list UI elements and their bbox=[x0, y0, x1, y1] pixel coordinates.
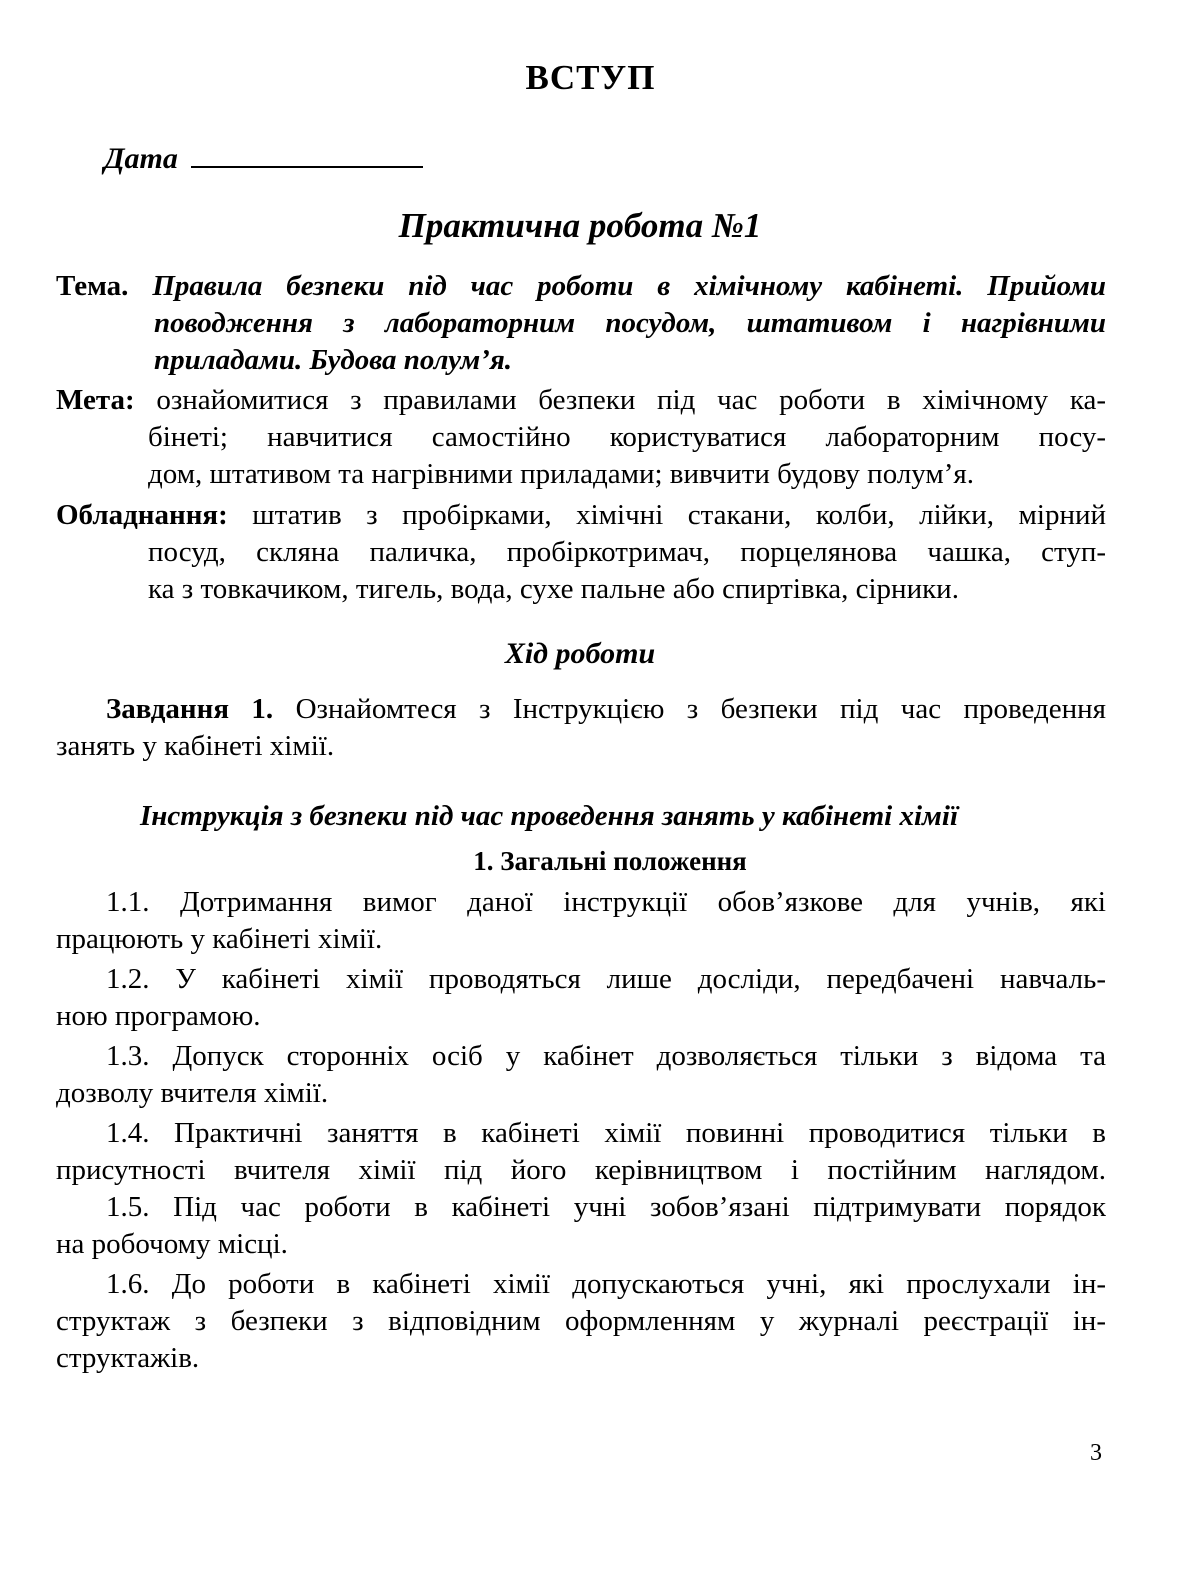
work-title: Практична робота №1 bbox=[398, 206, 762, 245]
paragraph-1-3 bbox=[56, 1038, 1106, 1112]
paragraph-line: 1.5. Під час роботи в кабінеті учні зобов’язані підтримувати порядок bbox=[106, 1191, 1106, 1223]
goal-text-1: ознайомитися з правилами безпеки під час роботи в хімічному ка- bbox=[156, 384, 1106, 416]
date-blank-line bbox=[191, 136, 423, 168]
equipment-text-2: посуд, скляна паличка, пробіркотримач, порцелянова чашка, ступ- bbox=[148, 536, 1106, 568]
paragraph-line: 1.2. У кабінеті хімії проводяться лише досліди, передбачені навчаль- bbox=[106, 963, 1106, 995]
page-heading: ВСТУП bbox=[525, 58, 656, 97]
paragraph-line: на робочому місці. bbox=[56, 1228, 288, 1260]
date-label: Дата bbox=[104, 142, 178, 175]
topic-line-1 bbox=[56, 268, 1106, 305]
goal-text-2: бінеті; навчитися самостійно користуватися лабораторним посу- bbox=[148, 421, 1106, 453]
paragraph-line: 1.6. До роботи в кабінеті хімії допускаються учні, які прослухали ін- bbox=[106, 1268, 1106, 1300]
paragraph-line: ною програмою. bbox=[56, 1000, 261, 1032]
paragraph-line: 1.3. Допуск сторонніх осіб у кабінет дозволяється тільки з відома та bbox=[106, 1040, 1106, 1072]
paragraph-line: структаж з безпеки з відповідним оформленням у журналі реєстрації ін- bbox=[56, 1305, 1106, 1337]
paragraph-line: дозволу вчителя хімії. bbox=[56, 1077, 329, 1109]
procedure-heading: Хід роботи bbox=[504, 637, 656, 670]
topic-text-3: приладами. Будова полум’я. bbox=[154, 344, 513, 376]
goal-text-3: дом, штативом та нагрівними приладами; вивчити будову полум’я. bbox=[148, 458, 975, 490]
equipment-block bbox=[56, 497, 1106, 608]
instruction-title: Інструкція з безпеки під час проведення занять у кабінеті хімії bbox=[139, 800, 959, 832]
task-1-text-2: занять у кабінеті хімії. bbox=[56, 730, 335, 762]
task-1-label: Завдання 1. bbox=[106, 693, 274, 725]
page-number: 3 bbox=[1090, 1440, 1102, 1466]
paragraph-line: структажів. bbox=[56, 1342, 200, 1374]
paragraph-line: присутності вчителя хімії під його керівництвом і постійним наглядом. bbox=[56, 1154, 1106, 1186]
date-field bbox=[104, 136, 423, 176]
task-1-text-1: Ознайомтеся з Інструкцією з безпеки під час проведення bbox=[295, 693, 1107, 725]
topic-label: Тема. bbox=[56, 270, 129, 302]
topic-text-2: поводження з лабораторним посудом, штативом і нагрівними bbox=[154, 307, 1106, 339]
equipment-text-3: ка з товкачиком, тигель, вода, сухе пальне або спиртівка, сірники. bbox=[148, 573, 959, 605]
equipment-line-1 bbox=[56, 497, 1106, 534]
topic-block bbox=[56, 268, 1106, 379]
topic-text-1: Правила безпеки під час роботи в хімічному кабінеті. Прийоми bbox=[152, 270, 1107, 302]
goal-line-1 bbox=[56, 382, 1106, 419]
goal-block bbox=[56, 382, 1106, 493]
paragraph-1-1 bbox=[56, 884, 1106, 958]
paragraph-1-4 bbox=[56, 1115, 1106, 1189]
paragraph-line: 1.4. Практичні заняття в кабінеті хімії повинні проводитися тільки в bbox=[106, 1117, 1106, 1149]
paragraph-1-6 bbox=[56, 1266, 1106, 1377]
paragraph-line: працюють у кабінеті хімії. bbox=[56, 923, 383, 955]
paragraph-1-2 bbox=[56, 961, 1106, 1035]
paragraph-1-5 bbox=[56, 1189, 1106, 1263]
equipment-label: Обладнання: bbox=[56, 499, 228, 531]
task-1-line-1 bbox=[56, 691, 1106, 728]
equipment-text-1: штатив з пробірками, хімічні стакани, колби, лійки, мірний bbox=[252, 499, 1107, 531]
goal-label: Мета: bbox=[56, 384, 135, 416]
task-1 bbox=[56, 691, 1106, 765]
section-1-title: 1. Загальні положення bbox=[473, 846, 747, 876]
paragraph-line: 1.1. Дотримання вимог даної інструкції обов’язкове для учнів, які bbox=[106, 886, 1106, 918]
